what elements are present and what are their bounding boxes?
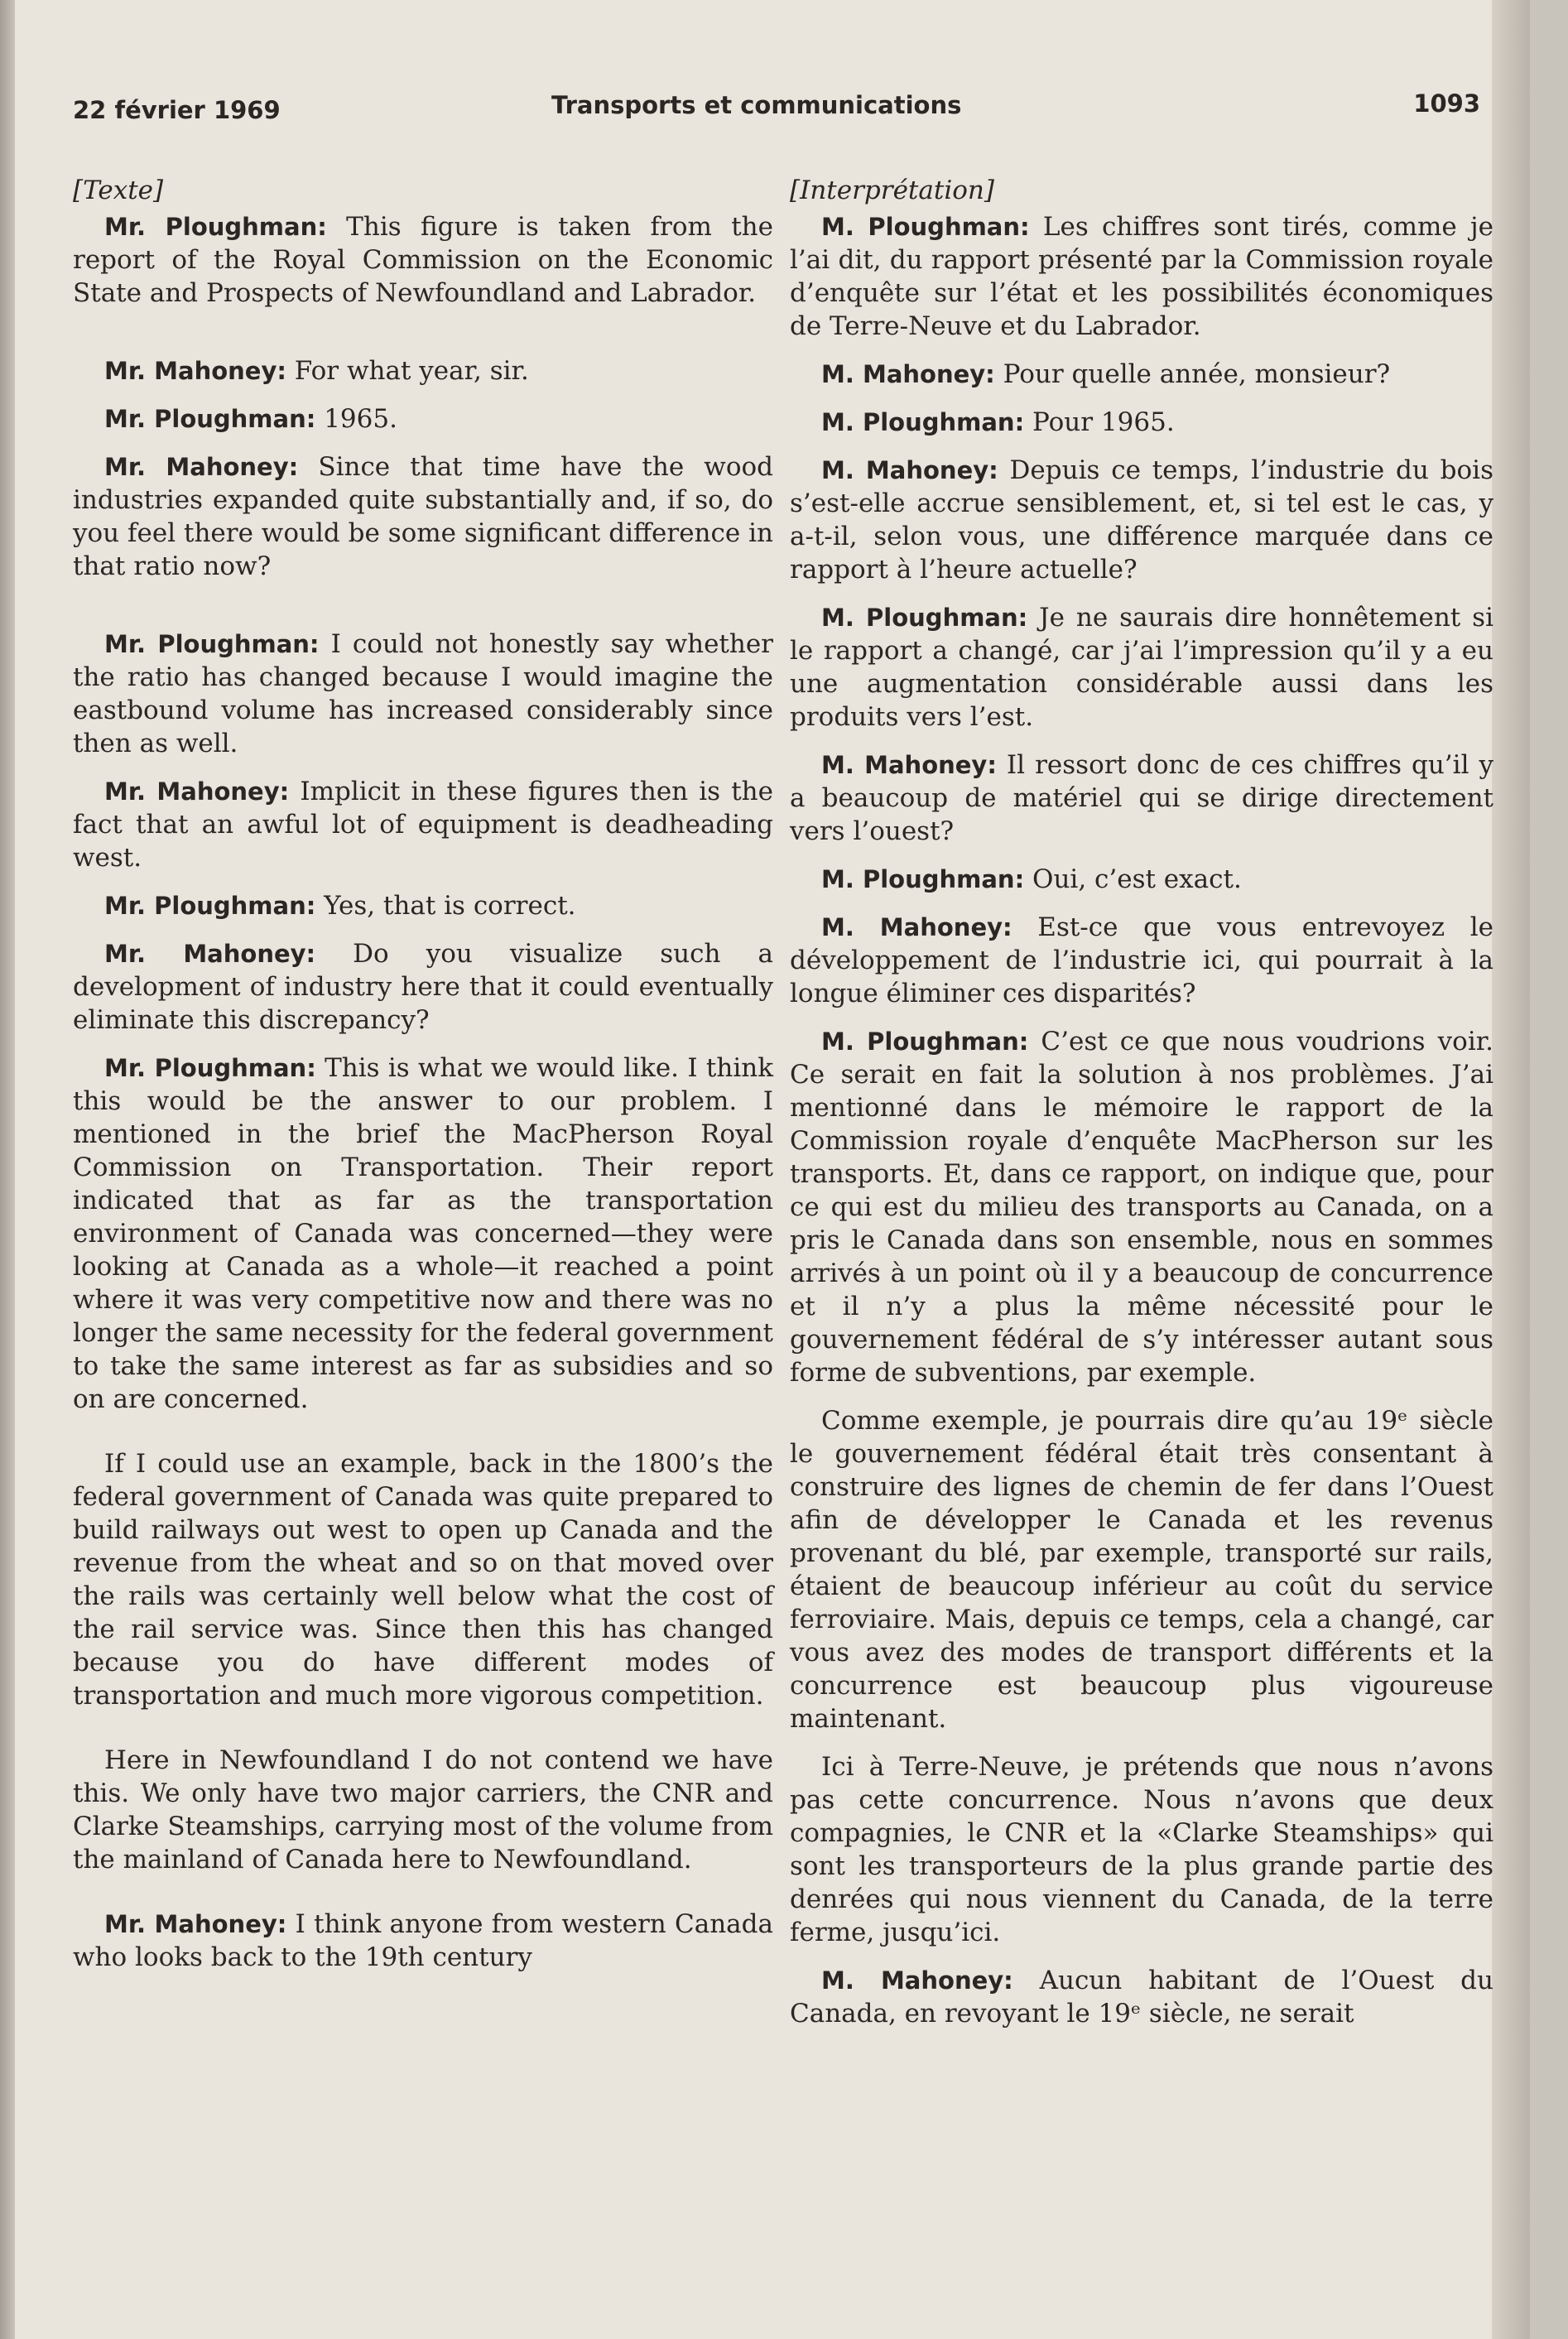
paragraph-text: Here in Newfoundland I do not contend we have this. We only have two major carriers, the CNR and Clarke Steamships, carrying most of the volume from the mainland of Canada here to Newfoundland. xyxy=(73,1745,773,1875)
paragraph-text: If I could use an example, back in the 1800’s the federal government of Canada was quite prepared to build railways out west to open up Canada and the revenue from the wheat and so on that moved over the rails was certainly well below what the cost of the rail service was. Since then this has changed because you do have different modes of transportation and much more vigorous competition. xyxy=(73,1449,773,1711)
paragraph-text: Pour quelle année, monsieur? xyxy=(994,359,1391,389)
page-spine-shadow xyxy=(1492,0,1530,2339)
paragraph-text: This figure is taken from the report of the Royal Commission on the Economic State and Prospects of Newfoundland and Labrador. xyxy=(73,212,773,308)
paragraph xyxy=(790,1964,1493,2030)
paragraph xyxy=(790,748,1493,848)
paragraph xyxy=(73,450,773,583)
speaker-name: Mr. Ploughman: xyxy=(104,892,316,920)
paragraph-text: Aucun habitant de l’Ouest du Canada, en revoyant le 19ᵉ siècle, ne serait xyxy=(790,1966,1493,2029)
paragraph-text: Pour 1965. xyxy=(1024,407,1175,437)
french-column xyxy=(790,174,1493,2045)
page-header xyxy=(73,89,1480,126)
speaker-name: M. Ploughman: xyxy=(821,408,1025,436)
paragraph xyxy=(790,911,1493,1010)
paragraph-text: Il ressort donc de ces chiffres qu’il y a beaucoup de matériel qui se dirige directement vers l’ouest? xyxy=(790,750,1493,846)
paragraph xyxy=(73,937,773,1037)
paragraph-text: Implicit in these figures then is the fact that an awful lot of equipment is deadheading west. xyxy=(73,777,773,873)
paragraph xyxy=(73,889,773,922)
page-number: 1093 xyxy=(1413,89,1480,118)
speaker-name: Mr. Ploughman: xyxy=(104,1054,316,1082)
paragraph xyxy=(790,1404,1493,1735)
paragraph-text: Depuis ce temps, l’industrie du bois s’est-elle accrue sensiblement, et, si tel est le cas, y a-t-il, selon vous, une différence marquée dans ce rapport à l’heure actuelle? xyxy=(790,455,1493,585)
speaker-name: M. Mahoney: xyxy=(821,360,995,388)
paragraph xyxy=(790,210,1493,343)
paragraph xyxy=(790,358,1493,391)
speaker-name: M. Ploughman: xyxy=(821,604,1028,632)
paragraph xyxy=(73,1744,773,1876)
paragraph xyxy=(790,406,1493,439)
speaker-name: M. Ploughman: xyxy=(821,213,1030,241)
paragraph xyxy=(73,402,773,436)
paragraph xyxy=(790,601,1493,734)
paragraph-text: Comme exemple, je pourrais dire qu’au 19ᵉ siècle le gouvernement fédéral était très consentant à construire des lignes de chemin de fer dans l’Ouest afin de développer le Canada et les revenus provenant du blé, par exemple, transporté sur rails, étaient de beaucoup inférieur au coût du service ferroviaire. Mais, depuis ce temps, cela a changé, car vous avez des modes de transport différents et la concurrence est beaucoup plus vigoureuse maintenant. xyxy=(790,1406,1493,1734)
section-label: [Texte] xyxy=(73,176,164,205)
paragraph xyxy=(790,454,1493,586)
speaker-name: Mr. Ploughman: xyxy=(104,630,320,658)
paragraph xyxy=(73,210,773,310)
paragraph xyxy=(73,1908,773,1974)
paragraph xyxy=(790,1750,1493,1949)
header-title: Transports et communications xyxy=(551,91,962,119)
speaker-name: Mr. Ploughman: xyxy=(104,405,316,433)
paragraph-text: Est-ce que vous entrevoyez le développement de l’industrie ici, qui pourrait à la longue éliminer ces disparités? xyxy=(790,912,1493,1008)
section-label: [Interprétation] xyxy=(790,176,994,205)
paragraph xyxy=(73,354,773,387)
paragraph-text: For what year, sir. xyxy=(286,356,529,386)
speaker-name: Mr. Mahoney: xyxy=(104,1910,287,1938)
speaker-name: M. Mahoney: xyxy=(821,1966,1013,1995)
paragraph xyxy=(73,775,773,874)
english-column xyxy=(73,174,773,1989)
paragraph-text: Oui, c’est exact. xyxy=(1024,864,1242,894)
speaker-name: Mr. Ploughman: xyxy=(104,213,327,241)
paragraph xyxy=(790,863,1493,896)
speaker-name: Mr. Mahoney: xyxy=(104,777,290,806)
paragraph-text: I could not honestly say whether the ratio has changed because I would imagine the eastbound volume has increased considerably since then as well. xyxy=(73,629,774,758)
paragraph-text: C’est ce que nous voudrions voir. Ce serait en fait la solution à nos problèmes. J’ai mentionné dans le mémoire le rapport de la Commission royale d’enquête MacPherson sur les transports. Et, dans ce rapport, on indique que, pour ce qui est du milieu des transports au Canada, on a pris le Canada dans son ensemble, nous en sommes arrivés à un point où il y a beaucoup de concurrence et il n’y a plus la même nécessité pour le gouvernement fédéral de s’y intéresser autant sous forme de subventions, par exemple. xyxy=(790,1027,1493,1388)
paragraph-text: Les chiffres sont tirés, comme je l’ai dit, du rapport présenté par la Commission royale d’enquête sur l’état et les possibilités économiques de Terre-Neuve et du Labrador. xyxy=(790,212,1494,341)
paragraph-text: Since that time have the wood industries expanded quite substantially and, if so, do you feel there would be some significant difference in that ratio now? xyxy=(73,452,773,581)
speaker-name: Mr. Mahoney: xyxy=(104,940,316,968)
paragraph xyxy=(73,1052,773,1416)
paragraph-text: Do you visualize such a development of industry here that it could eventually eliminate this discrepancy? xyxy=(73,939,773,1035)
paragraph xyxy=(73,1447,773,1712)
header-date: 22 février 1969 xyxy=(73,96,281,124)
speaker-name: M. Mahoney: xyxy=(821,456,998,484)
paragraph-text: Ici à Terre-Neuve, je prétends que nous n’avons pas cette concurrence. Nous n’avons que deux compagnies, le CNR et la «Clarke Steamships» qui sont les transporteurs de la plus grande partie des denrées qui nous viennent du Canada, de la terre ferme, jusqu’ici. xyxy=(790,1752,1493,1947)
speaker-name: M. Ploughman: xyxy=(821,865,1025,893)
paragraph-text: I think anyone from western Canada who looks back to the 19th century xyxy=(73,1909,773,1972)
speaker-name: M. Mahoney: xyxy=(821,751,997,779)
speaker-name: M. Mahoney: xyxy=(821,913,1012,941)
page-left-shadow xyxy=(0,0,15,2339)
paragraph-text: This is what we would like. I think this would be the answer to our problem. I mentioned in the brief the MacPherson Royal Commission on Transportation. Their report indicated that as far as the transportation environment of Canada was concerned—they were looking at Canada as a whole—it reached a point where it was very competitive now and there was no longer the same necessity for the federal government to take the same interest as far as subsidies and so on are concerned. xyxy=(73,1053,773,1414)
paragraph-text: Yes, that is correct. xyxy=(315,891,576,921)
speaker-name: Mr. Mahoney: xyxy=(104,453,299,481)
paragraph-text: Je ne saurais dire honnêtement si le rapport a changé, car j’ai l’impression qu’il y a eu une augmentation considérable aussi dans les produits vers l’est. xyxy=(790,603,1493,732)
speaker-name: M. Ploughman: xyxy=(821,1028,1029,1056)
paragraph-text: 1965. xyxy=(315,404,397,434)
speaker-name: Mr. Mahoney: xyxy=(104,357,286,385)
paragraph xyxy=(790,1025,1493,1389)
paragraph xyxy=(73,628,773,760)
